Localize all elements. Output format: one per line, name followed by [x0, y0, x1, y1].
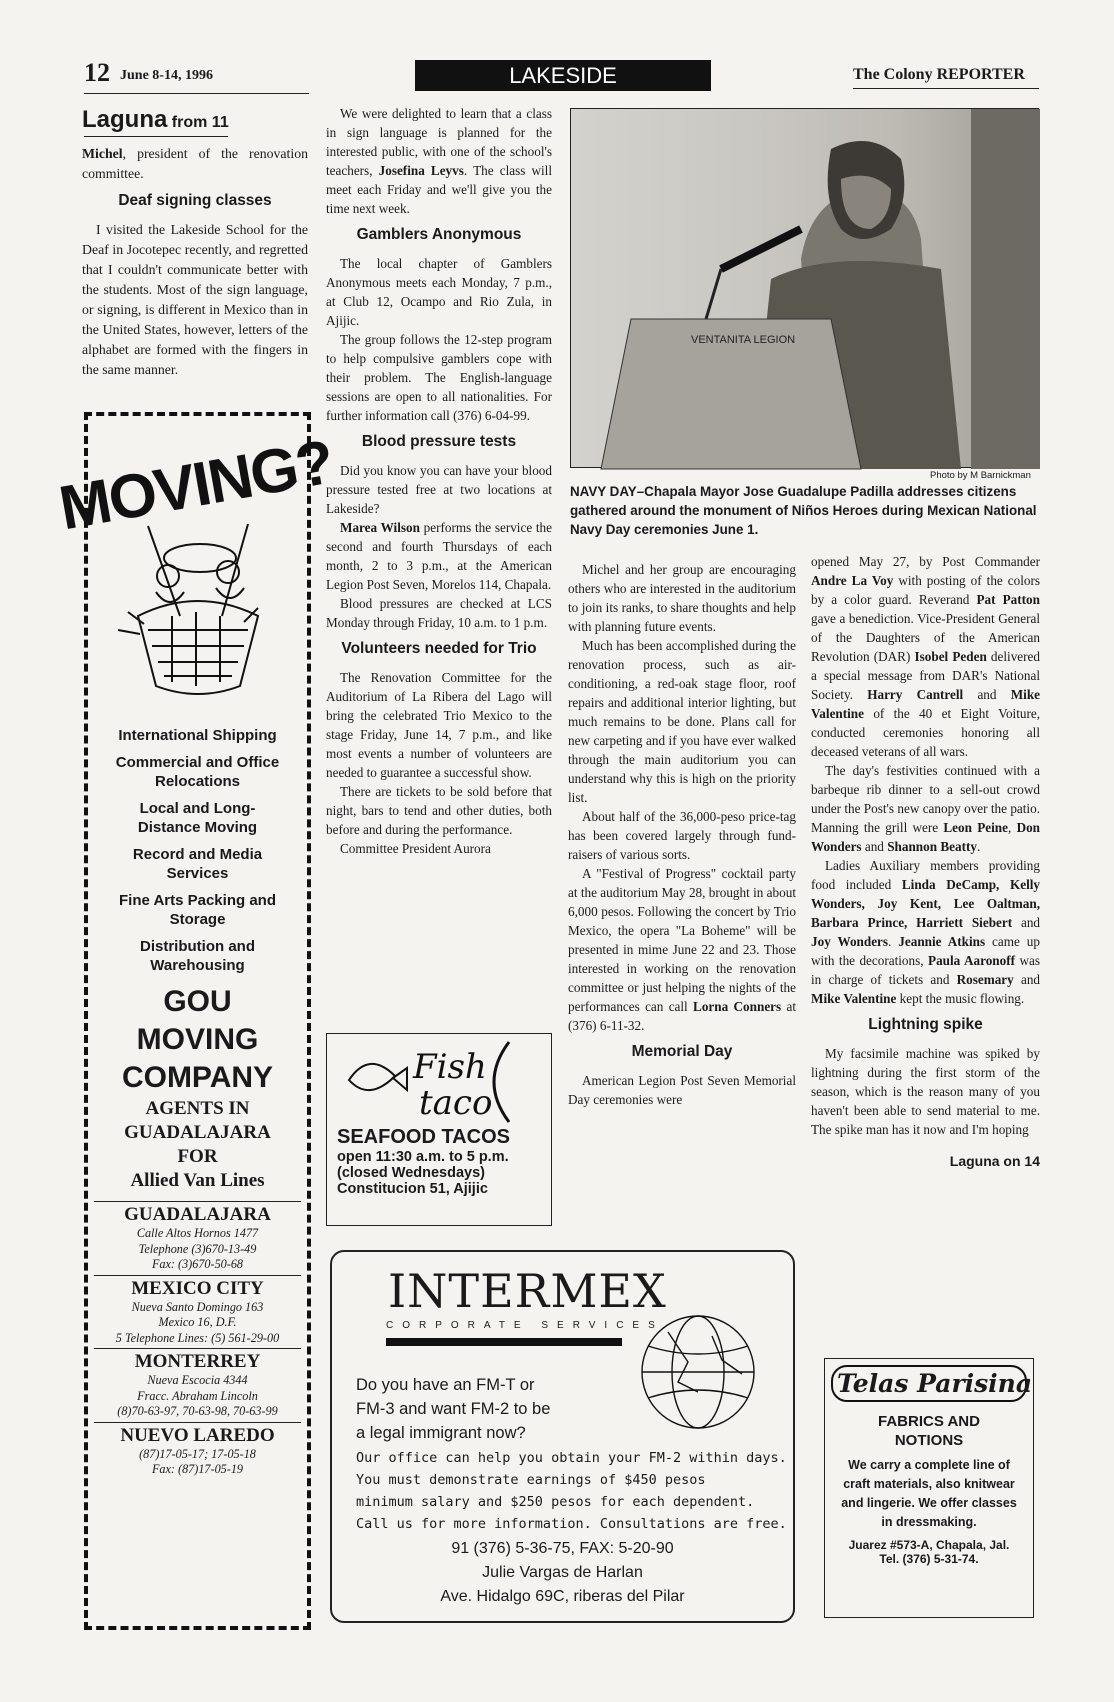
newspaper-name: The Colony REPORTER [853, 66, 1025, 83]
office-line: Fax: (3)670-50-68 [151, 1257, 244, 1271]
headline-rule [84, 136, 228, 137]
subhead-volunteers: Volunteers needed for Trio [341, 640, 537, 657]
moving-title: MOVING? [54, 427, 338, 544]
subhead-blood-pressure: Blood pressure tests [361, 433, 517, 450]
paragraph: opened May 27, by Post Commander Andre La Voy with posting of the colors by a color guard. Reverand Pat Patton gave a benediction. Vice-President General of the Daughters of the American Revolution (DAR) Isobel Peden delivered a special message from DAR's National Society. Harry Cantrell and Mike Valentine of the 40 et Eight Voiture, conducted ceremonies honoring all deceased veterans of all wars. [811, 554, 1041, 759]
paragraph: The group follows the 12-step program to help compulsive gamblers cope with their problem. The English-language sessions are open to all nationalities. For further information call (376) 6-04-99. [326, 332, 552, 423]
subhead-deaf-signing: Deaf signing classes [118, 192, 272, 209]
person-name: Paula Aaronoff [928, 953, 1016, 968]
telas-title: FABRICS AND NOTIONS [878, 1413, 980, 1449]
paragraph: A "Festival of Progress" cocktail party at the auditorium May 28, brought in about 6,000 pesos. Following the concert by Trio Mexico, the opera "La Boheme" will be presented in mime June 22 and 23. Those interested in working on the renovation committee or just helping the nights of the performances can call Lorna Conners at (376) 6-11-32. [568, 866, 797, 1033]
paragraph: Blood pressures are checked at LCS Monday through Friday, 10 a.m. to 1 p.m. [326, 596, 552, 630]
paragraph: My facsimile machine was spiked by lightning during the first storm of the season, which is the reason many of you haven't been able to send material to me. The spike man has it now and I'm hoping [811, 1046, 1040, 1137]
header-rule-right [853, 88, 1039, 89]
logo-text-fish: Fish [413, 1047, 487, 1087]
agent-line: GUADALAJARA [124, 1122, 271, 1143]
paragraph: I visited the Lakeside School for the Deaf in Jocotepec recently, and regretted that I couldn't communicate better with the students. Most of the sign language, or signing, is different in Mexico than in the United States, however, letters of the alphabet are formed with the fingers in the same manner. [82, 222, 308, 377]
jump-from: from 11 [171, 114, 229, 131]
intermex-contact: Julie Vargas de Harlan [482, 1564, 643, 1581]
telas-parisina-ad [824, 1358, 1034, 1618]
service-item: Record and Media Services [132, 846, 263, 882]
subhead-gamblers: Gamblers Anonymous [356, 226, 522, 243]
person-name: Linda DeCamp, Kelly Wonders, Joy Kent, Lee Oaltman, Barbara Prince, Harriett Siebert [811, 877, 1040, 930]
intermex-tagline: CORPORATE SERVICES [386, 1320, 664, 1331]
agent-line: AGENTS IN [145, 1098, 250, 1119]
service-item: Local and Long-Distance Moving [137, 800, 258, 836]
photo-caption: NAVY DAY–Chapala Mayor Jose Guadalupe Padilla addresses citizens gathered around the monument of Niños Heroes during Mexican National Navy Day ceremonies June 1. [570, 484, 1037, 537]
paragraph: Ladies Auxiliary members providing food included Linda DeCamp, Kelly Wonders, Joy Kent, Lee Oaltman, Barbara Prince, Harriett Siebert and Joy Wonders. Jeannie Atkins came up with the decorations, Paula Aaronoff was in charge of tickets and Rosemary and Mike Valentine kept the music flowing. [811, 858, 1041, 1006]
office-divider [94, 1422, 301, 1423]
intermex-address: Ave. Hidalgo 69C, riberas del Pilar [440, 1588, 685, 1605]
intermex-ad [330, 1250, 795, 1623]
office-line: Mexico 16, D.F. [158, 1315, 237, 1329]
services-list [88, 726, 307, 975]
paragraph: Did you know you can have your blood pressure tested free at two locations at Lakeside? [326, 463, 552, 516]
office-line: Fax: (87)17-05-19 [151, 1462, 244, 1476]
office-line: (87)17-05-17; 17-05-18 [139, 1446, 256, 1461]
fish-taco-ad [326, 1033, 552, 1226]
office-divider [94, 1201, 301, 1202]
service-item: Fine Arts Packing and Storage [119, 892, 276, 928]
office-city: MONTERREY [134, 1351, 261, 1372]
navy-day-photo [570, 108, 1039, 468]
person-name: Lorna Conners [693, 999, 782, 1014]
paragraph: Committee President Aurora [340, 841, 491, 856]
person-name: Leon Peine [943, 820, 1008, 835]
fish-ad-title: SEAFOOD TACOS [337, 1126, 510, 1148]
logo-text-taco: taco [419, 1083, 493, 1123]
intermex-question: Do you have an FM-T or [356, 1376, 535, 1394]
office-city: MEXICO CITY [131, 1277, 264, 1299]
issue-date: June 8-14, 1996 [120, 68, 213, 83]
office-divider [94, 1275, 301, 1276]
person-name: Harry Cantrell [867, 687, 964, 702]
paragraph: Marea Wilson performs the service the second and fourth Thursdays of each month, 2 to 3 p.m., at the American Legion Post Seven, Morelos 114, Chapala. [326, 520, 553, 592]
subhead-lightning-spike: Lightning spike [868, 1016, 983, 1033]
column-1 [82, 144, 308, 380]
intermex-body-line: Call us for more information. Consultations are free. [356, 1516, 787, 1532]
paragraph: We were delighted to learn that a class in sign language is planned for the interested public, with one of the school's teachers, Josefina Leyvs. The class will meet each Friday and we'll give you the time next week. [326, 106, 552, 216]
telas-logo: Telas Parisina [837, 1369, 1033, 1398]
paragraph: American Legion Post Seven Memorial Day ceremonies were [568, 1073, 796, 1107]
office-city: NUEVO LAREDO [120, 1424, 275, 1446]
paragraph: The day's festivities continued with a barbeque rib dinner to a sell-out crowd under the Post's new canopy over the patio. Manning the grill were Leon Peine, Don Wonders and Shannon Beatty. [811, 763, 1041, 854]
person-name: Mike Valentine [811, 687, 1041, 721]
person-name: Mike Valentine [811, 991, 897, 1006]
office-line: Nueva Santo Domingo 163 [131, 1299, 264, 1314]
fish-taco-logo [327, 1034, 549, 1126]
company-name-line: GOU [163, 985, 232, 1018]
intermex-body-line: Our office can help you obtain your FM-2 within days. [356, 1450, 787, 1466]
paragraph: The local chapter of Gamblers Anonymous meets each Monday, 7 p.m., at Club 12, Ocampo and Rio Zula, in Ajijic. [326, 256, 552, 328]
company-name-line: COMPANY [121, 1061, 274, 1094]
person-name: Andre La Voy [811, 573, 894, 588]
office-line: (8)70-63-97, 70-63-98, 70-63-99 [117, 1404, 278, 1418]
person-name: Jeannie Atkins [898, 934, 986, 949]
header-rule-left [84, 93, 309, 94]
telas-logo-frame [831, 1365, 1033, 1402]
telas-tel: Tel. (376) 5-31-74. [879, 1552, 979, 1566]
office-city: GUADALAJARA [124, 1204, 271, 1225]
person-name: Isobel Peden [914, 649, 987, 664]
intermex-body-line: minimum salary and $250 pesos for each dependent. [356, 1494, 755, 1510]
telas-address: Juarez #573-A, Chapala, Jal. [848, 1538, 1010, 1552]
paragraph: There are tickets to be sold before that night, bars to tend and other duties, both before and during the performance. [326, 784, 552, 837]
paragraph: Much has been accomplished during the renovation process, such as air-conditioning, a red-oak stage floor, roof repairs and additional interior lighting, but much remains to be done. Plans call for new carpeting and if you have ever walked through the main auditorium you can understand why this is high on the priority list. [568, 638, 796, 805]
moving-balloon-illustration [54, 416, 338, 716]
paragraph: The Renovation Committee for the Auditorium of La Ribera del Lago will bring the celebrated Trio Mexico to the stage Friday, June 14, 7 p.m., and like most events a number of volunteers are needed to guarantee a successful show. [326, 670, 552, 780]
person-name: Rosemary [956, 972, 1014, 987]
intermex-phone: 91 (376) 5-36-75, FAX: 5-20-90 [451, 1540, 674, 1557]
column-4 [811, 552, 1040, 1169]
fish-ad-hours: open 11:30 a.m. to 5 p.m. [337, 1149, 509, 1165]
fish-ad-closed: (closed Wednesdays) [337, 1165, 486, 1181]
moving-company-ad [54, 412, 338, 1630]
office-divider [94, 1348, 301, 1349]
subhead-memorial-day: Memorial Day [631, 1043, 733, 1060]
page-number: 12 [84, 58, 110, 87]
service-item: International Shipping [118, 727, 277, 744]
intermex-logo: INTERMEX [388, 1264, 667, 1318]
speaker-at-podium-image [571, 109, 1040, 469]
office-line: Fracc. Abraham Lincoln [137, 1388, 258, 1403]
intermex-question: FM-3 and want FM-2 to be [356, 1400, 551, 1418]
office-line: Telephone (3)670-13-49 [138, 1241, 257, 1256]
telas-body: We carry a complete line of craft materials, also knitwear and lingerie. We offer classes in dressmaking. [841, 1458, 1017, 1529]
fish-ad-address: Constitucion 51, Ajijic [337, 1181, 488, 1197]
person-name: Pat Patton [976, 592, 1040, 607]
office-line: Nueva Escocia 4344 [147, 1373, 248, 1387]
person-name: Marea Wilson [340, 520, 420, 535]
office-line: Calle Altos Hornos 1477 [136, 1226, 259, 1240]
office-line: 5 Telephone Lines: (5) 561-29-00 [115, 1330, 280, 1345]
jump-line: Laguna on 14 [949, 1153, 1040, 1169]
person-name: Michel [82, 146, 123, 161]
intermex-body-line: You must demonstrate earnings of $450 pesos [356, 1472, 706, 1488]
company-name-line: MOVING [136, 1023, 259, 1056]
person-name: Joy Wonders [811, 934, 889, 949]
section-banner: LAKESIDE [415, 60, 711, 91]
paragraph: About half of the 36,000-peso price-tag has been covered largely through fund-raisers of various sorts. [568, 809, 796, 862]
logo-bar [386, 1338, 622, 1346]
service-item: Commercial and Office Relocations [115, 754, 280, 790]
person-name: Josefina Leyvs [378, 163, 464, 178]
agent-line: FOR [177, 1146, 218, 1167]
service-item: Distribution and Warehousing [140, 938, 255, 974]
person-name: Don Wonders [811, 820, 1041, 854]
person-name: Shannon Beatty [887, 839, 977, 854]
paragraph: Michel and her group are encouraging others who are interested in the auditorium to join its ranks, to share thoughts and help with planning future events. [568, 562, 796, 634]
paragraph: Michel, president of the renovation committee. [82, 146, 308, 181]
photo-credit: Photo by M Barnickman [930, 470, 1031, 481]
podium-text: VENTANITA LEGION [691, 334, 796, 346]
globe-icon [628, 1302, 768, 1442]
laguna-jump-headline [82, 106, 229, 134]
intermex-question: a legal immigrant now? [356, 1424, 526, 1442]
column-2 [326, 104, 552, 858]
column-3 [568, 560, 796, 1109]
agent-line: Allied Van Lines [130, 1170, 265, 1191]
jump-title: Laguna [82, 106, 168, 133]
